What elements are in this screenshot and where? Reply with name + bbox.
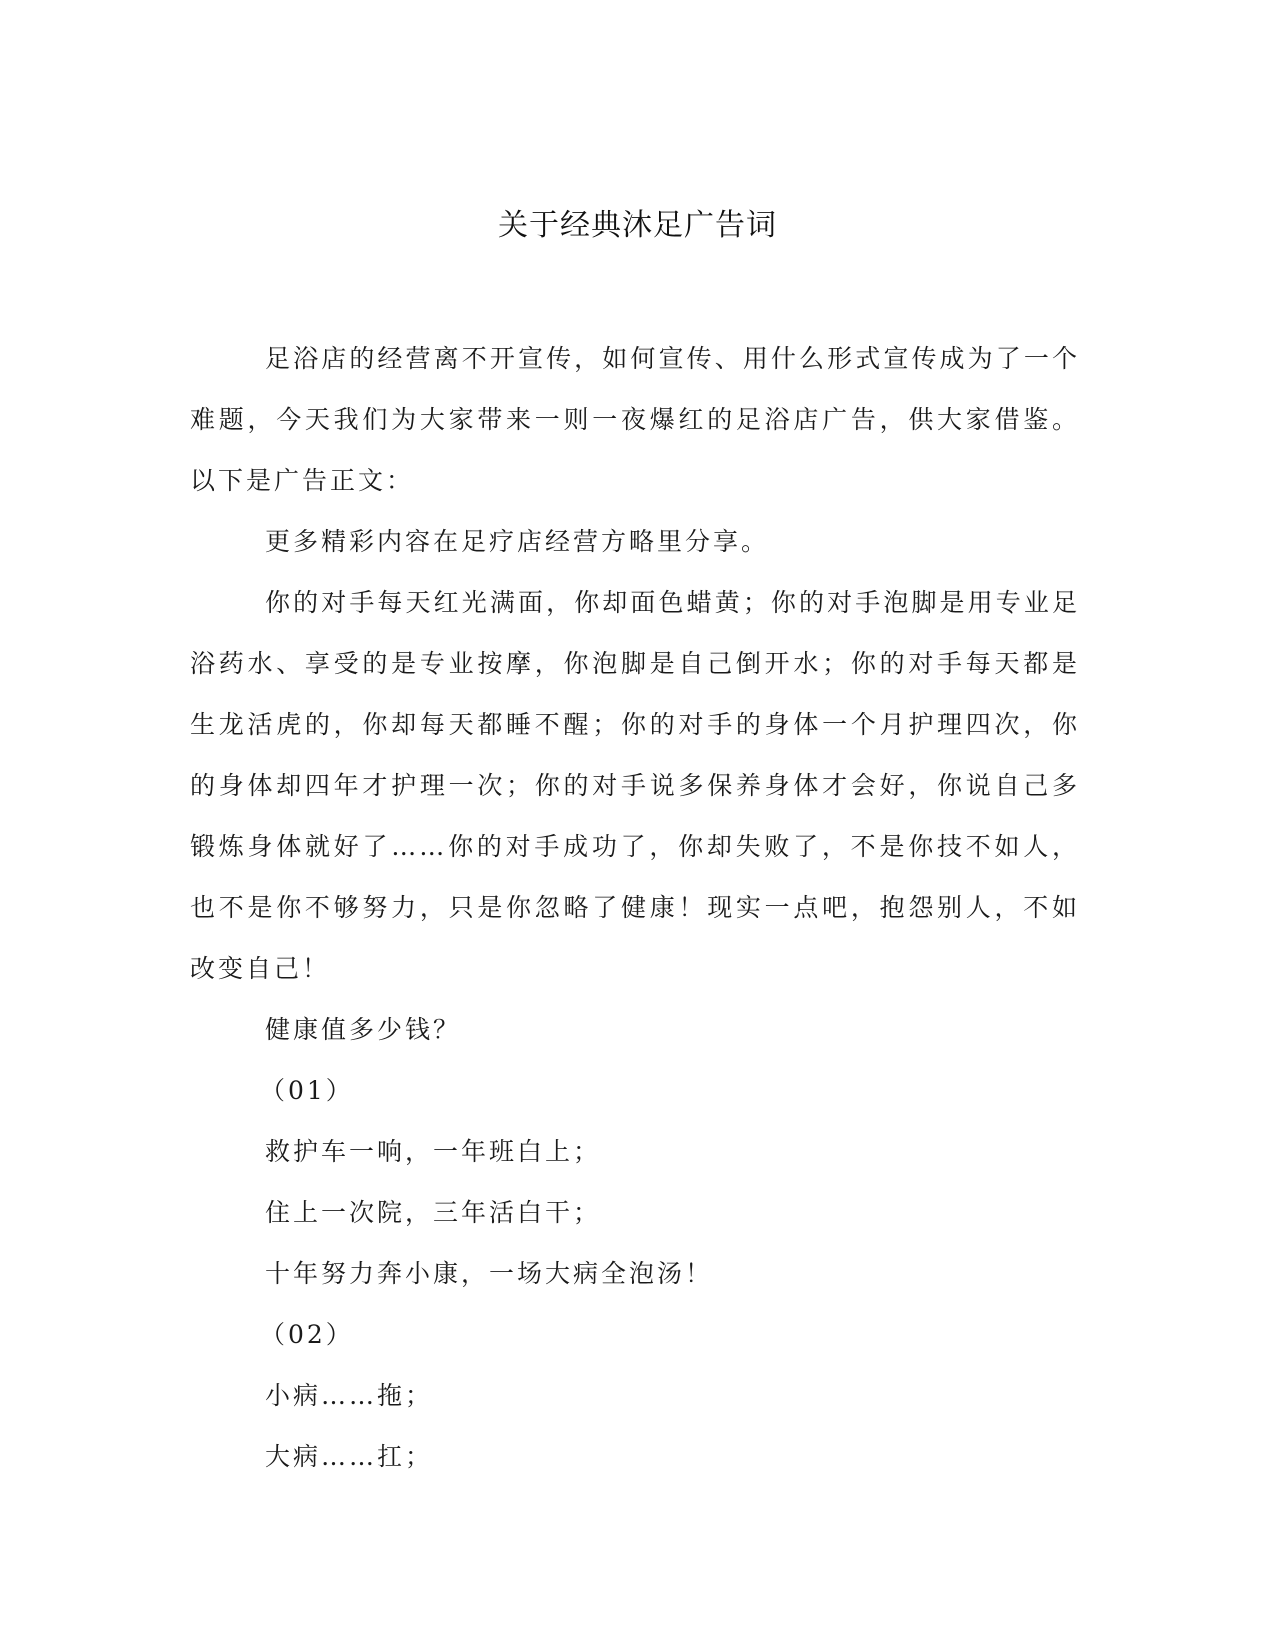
document-body	[190, 328, 1080, 1487]
more-content-paragraph: 更多精彩内容在足疗店经营方略里分享。	[265, 527, 770, 556]
verse-line: 大病……扛；	[265, 1442, 434, 1471]
verse-line: 十年努力奔小康，一场大病全泡汤！	[265, 1259, 714, 1288]
verse-line: 救护车一响，一年班白上；	[265, 1137, 602, 1166]
health-question-line: 健康值多少钱？	[265, 1015, 462, 1044]
section-marker-02: （02）	[260, 1320, 354, 1349]
competitor-paragraph: 你的对手每天红光满面，你却面色蜡黄；你的对手泡脚是用专业足浴药水、享受的是专业按摩，你泡脚是自己倒开水；你的对手每天都是生龙活虎的，你却每天都睡不醒；你的对手的身体一个月护理四次，你的身体却四年才护理一次；你的对手说多保养身体才会好，你说自己多锻炼身体就好了……你的对手成功了，你却失败了，不是你技不如人，也不是你不够努力，只是你忽略了健康！现实一点吧，抱怨别人，不如改变自己！	[190, 588, 1080, 983]
intro-paragraph: 足浴店的经营离不开宣传，如何宣传、用什么形式宣传成为了一个难题，今天我们为大家带来一则一夜爆红的足浴店广告，供大家借鉴。以下是广告正文：	[190, 344, 1080, 495]
section-marker-01: （01）	[260, 1076, 354, 1105]
verse-line: 小病……拖；	[265, 1381, 434, 1410]
verse-line: 住上一次院，三年活白干；	[265, 1198, 602, 1227]
document-title: 关于经典沐足广告词	[498, 208, 777, 243]
